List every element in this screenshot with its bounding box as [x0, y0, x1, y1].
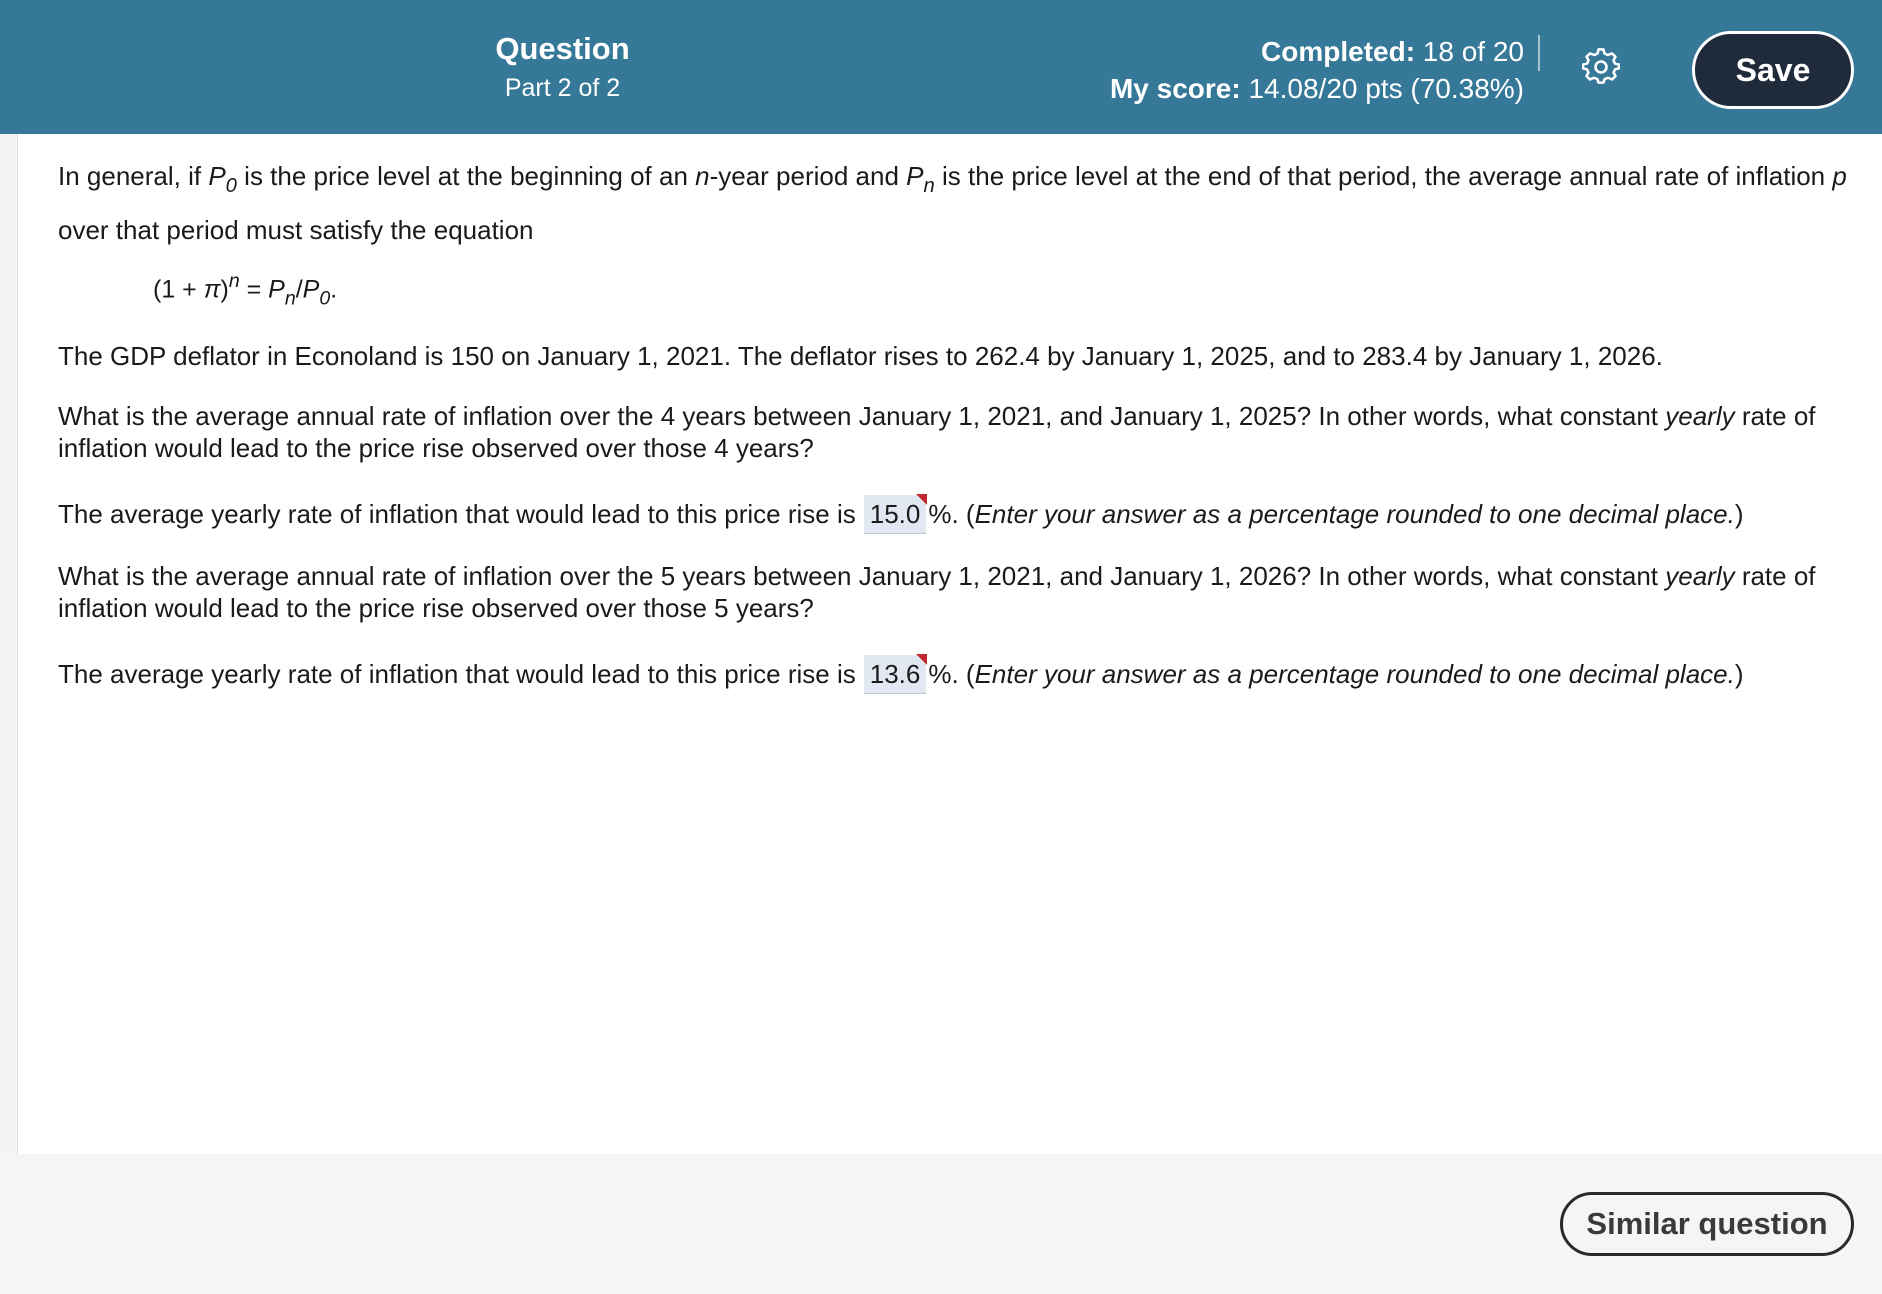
answer-row-5-years: The average yearly rate of inflation that would lead to this price rise is 13.6 %. (Enter your answer as a percentage rounded to one decimal place.)	[58, 655, 1858, 694]
progress-info	[1110, 33, 1524, 107]
answer-row-4-years: The average yearly rate of inflation that would lead to this price rise is 15.0 %. (Enter your answer as a percentage rounded to one decimal place.)	[58, 495, 1858, 534]
score-value: 14.08/20 pts (70.38%)	[1240, 73, 1524, 104]
left-gutter	[0, 134, 18, 1154]
incorrect-flag-icon	[916, 654, 927, 665]
save-button[interactable]: Save	[1692, 31, 1854, 109]
inflation-equation: $(1 + \pi)^n = P_n/P_0$.	[153, 270, 338, 310]
answer-field-4-years[interactable]: 15.0	[864, 495, 927, 534]
score-label: My score:	[1109, 73, 1241, 104]
completed-label: Completed:	[1261, 36, 1416, 67]
top-bar	[0, 0, 1882, 134]
header-divider	[1538, 35, 1540, 71]
question-4-years: What is the average annual rate of inflation over the 4 years between January 1, 2021, and January 1, 2025? In other words, what constant yearly rate of inflation would lead to the price rise observed over those 4 years?	[58, 401, 1816, 463]
question-info	[450, 30, 675, 106]
completed-status	[1110, 33, 1524, 70]
gear-icon[interactable]	[1582, 48, 1620, 86]
question-5-years: What is the average annual rate of inflation over the 5 years between January 1, 2021, and January 1, 2026? In other words, what constant yearly rate of inflation would lead to the price rise observed over those 5 years?	[58, 561, 1816, 623]
footer-bar	[0, 1154, 1882, 1294]
completed-value: 18 of 20	[1415, 36, 1524, 67]
deflator-paragraph: The GDP deflator in Econoland is 150 on January 1, 2021. The deflator rises to 262.4 by January 1, 2025, and to 283.4 by January 1, 2026.	[58, 341, 1663, 371]
question-title: Question	[495, 31, 630, 66]
intro-paragraph: In general, if $P_0$ is the price level at the beginning of an n-year period and $P_n$ is the price level at the end of that period, the average annual rate of inflation p over that period must satisfy the equation	[58, 161, 1847, 246]
score-status	[1110, 70, 1524, 107]
question-part: Part 2 of 2	[504, 74, 621, 102]
answer-field-5-years[interactable]: 13.6	[864, 655, 927, 694]
incorrect-flag-icon	[916, 494, 927, 505]
similar-question-button[interactable]: Similar question	[1560, 1192, 1854, 1256]
